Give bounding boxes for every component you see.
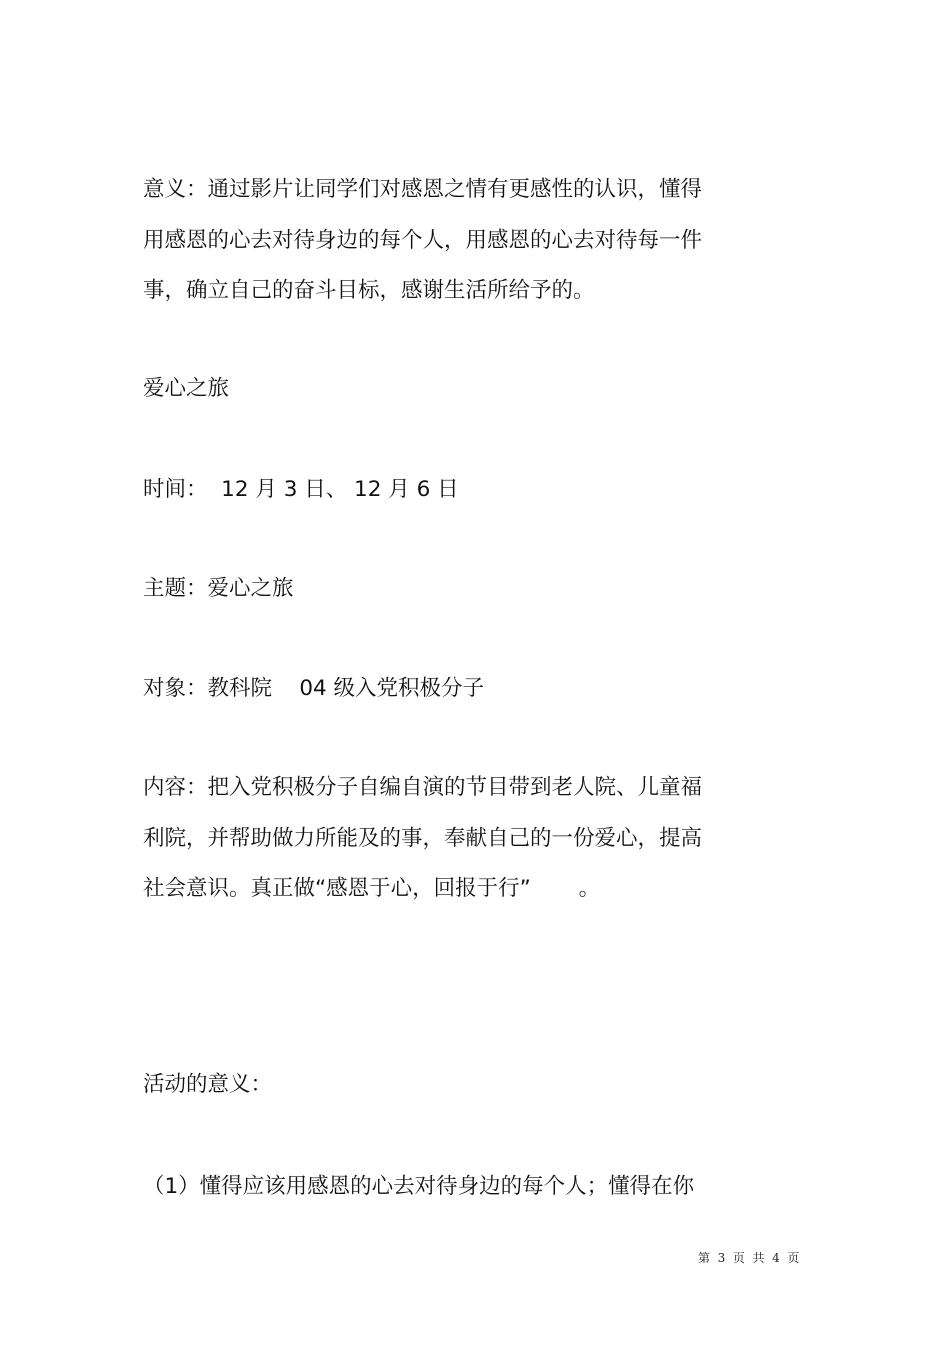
paragraph-meaning-line-1: 意义：通过影片让同学们对感恩之情有更感性的认识，懂得 xyxy=(143,177,703,202)
time-line: 时间： 12 月 3 日、 12 月 6 日 xyxy=(143,477,459,502)
content-line-2: 利院，并帮助做力所能及的事，奉献自己的一份爱心，提高 xyxy=(143,826,703,851)
content-line-3: 社会意识。真正做“感恩于心，回报于行” 。 xyxy=(143,876,601,901)
section-heading-love-journey: 爱心之旅 xyxy=(143,376,230,401)
paragraph-meaning-line-3: 事，确立自己的奋斗目标，感谢生活所给予的。 xyxy=(143,278,595,303)
page-number-footer: 第 3 页 共 4 页 xyxy=(698,1251,800,1265)
activity-meaning-heading: 活动的意义： xyxy=(143,1072,273,1097)
audience-line: 对象：教科院 04 级入党积极分子 xyxy=(143,676,485,701)
content-line-1: 内容：把入党积极分子自编自演的节目带到老人院、儿童福 xyxy=(143,775,703,800)
activity-meaning-item-1: （1）懂得应该用感恩的心去对待身边的每个人；懂得在你 xyxy=(143,1174,695,1199)
paragraph-meaning-line-2: 用感恩的心去对待身边的每个人，用感恩的心去对待每一件 xyxy=(143,228,703,253)
theme-line: 主题：爱心之旅 xyxy=(143,576,294,601)
